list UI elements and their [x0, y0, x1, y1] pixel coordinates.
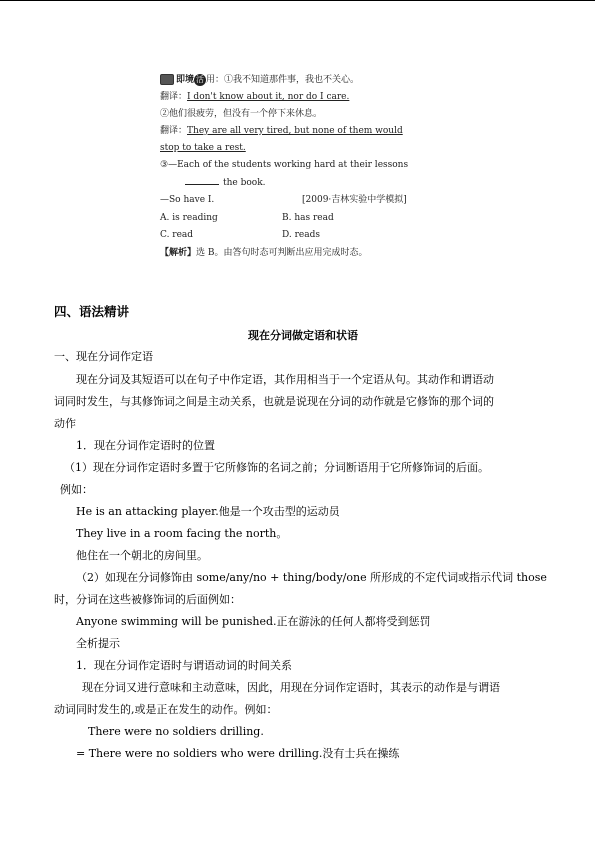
point-1-heading: 1．现在分词作定语时的位置	[76, 439, 215, 452]
excerpt-analysis	[160, 245, 368, 262]
tip-label: 全析提示	[76, 637, 120, 650]
question-source: [2009·吉林实验中学模拟]	[302, 195, 407, 205]
excerpt-line-1	[160, 72, 359, 89]
paragraph-1-line-1: 现在分词及其短语可以在句子中作定语，其作用相当于一个定语从句。其动作和谓语动	[76, 373, 494, 386]
translation-answer-1: I don't know about it, nor do I care.	[187, 92, 350, 102]
example-5: = There were no soldiers who were drilling.没有士兵在操练	[76, 747, 400, 760]
section-title: 现在分词做定语和状语	[248, 329, 358, 342]
example-4: There were no soldiers drilling.	[88, 725, 264, 738]
answer-blank	[185, 176, 219, 185]
paragraph-1-line-2: 词同时发生，与其修饰词之间是主动关系，也就是说现在分词的动作就是它修饰的那个词的	[54, 395, 494, 408]
example-label: 例如：	[60, 483, 93, 496]
subheading-1: 一、现在分词作定语	[54, 350, 153, 363]
option-b: B. has read	[282, 213, 334, 223]
option-d: D. reads	[282, 230, 320, 240]
page-top-rule	[0, 0, 595, 1]
point-1-2-line-1: （2）如现在分词修饰由 some/any/no + thing/body/one 所形成的不定代词或指示代词 those	[76, 571, 547, 584]
question-tail: the book.	[223, 178, 266, 188]
excerpt-sentence-2: ②他们很疲劳，但没有一个停下来休息。	[160, 109, 323, 119]
paragraph-2-line-1: 现在分词又进行意味和主动意味，因此，用现在分词作定语时，其表示的动作是与谓语	[82, 681, 500, 694]
excerpt-line-2	[160, 89, 349, 106]
option-a: A. is reading	[160, 213, 218, 223]
point-1-2-line-2: 时，分词在这些被修饰词的后面例如：	[54, 593, 241, 606]
excerpt-question-3: ③—Each of the students working hard at their lessons	[160, 160, 409, 170]
book-icon	[160, 74, 174, 85]
section-heading: 四、语法精讲	[54, 304, 130, 319]
point-1-1: （1）现在分词作定语时多置于它所修饰的名词之前；分词断语用于它所修饰词的后面。	[64, 461, 489, 474]
example-2-translation: 他住在一个朝北的房间里。	[76, 549, 208, 562]
excerpt-line-4	[160, 123, 403, 140]
translation-label: 翻译：	[160, 126, 188, 136]
badge-label: 即境	[176, 75, 195, 85]
translation-answer-2a: They are all very tired, but none of them would	[187, 126, 403, 136]
translation-label: 翻译：	[160, 92, 188, 102]
analysis-label: 【解析】	[160, 248, 197, 258]
paragraph-1-line-3: 动作	[54, 417, 76, 430]
excerpt-sentence-1: 用：①我不知道那件事，我也不关心。	[206, 75, 360, 85]
excerpt-line-7	[185, 175, 266, 192]
translation-answer-2b: stop to take a rest.	[160, 143, 246, 153]
paragraph-2-line-2: 动词同时发生的,或是正在发生的动作。例如：	[54, 703, 278, 716]
textbook-excerpt-image	[160, 72, 450, 272]
point-2-heading: 1．现在分词作定语时与谓语动词的时间关系	[76, 659, 292, 672]
badge-circle: 活	[196, 74, 205, 84]
example-1: He is an attacking player.他是一个攻击型的运动员	[76, 505, 340, 518]
example-3: Anyone swimming will be punished.正在游泳的任何人都将受到惩罚	[76, 615, 431, 628]
excerpt-reply: —So have I.	[160, 195, 215, 205]
analysis-text: 选 B。由答句时态可判断出应用完成时态。	[196, 248, 368, 258]
option-c: C. read	[160, 230, 194, 240]
example-2: They live in a room facing the north。	[76, 527, 288, 540]
